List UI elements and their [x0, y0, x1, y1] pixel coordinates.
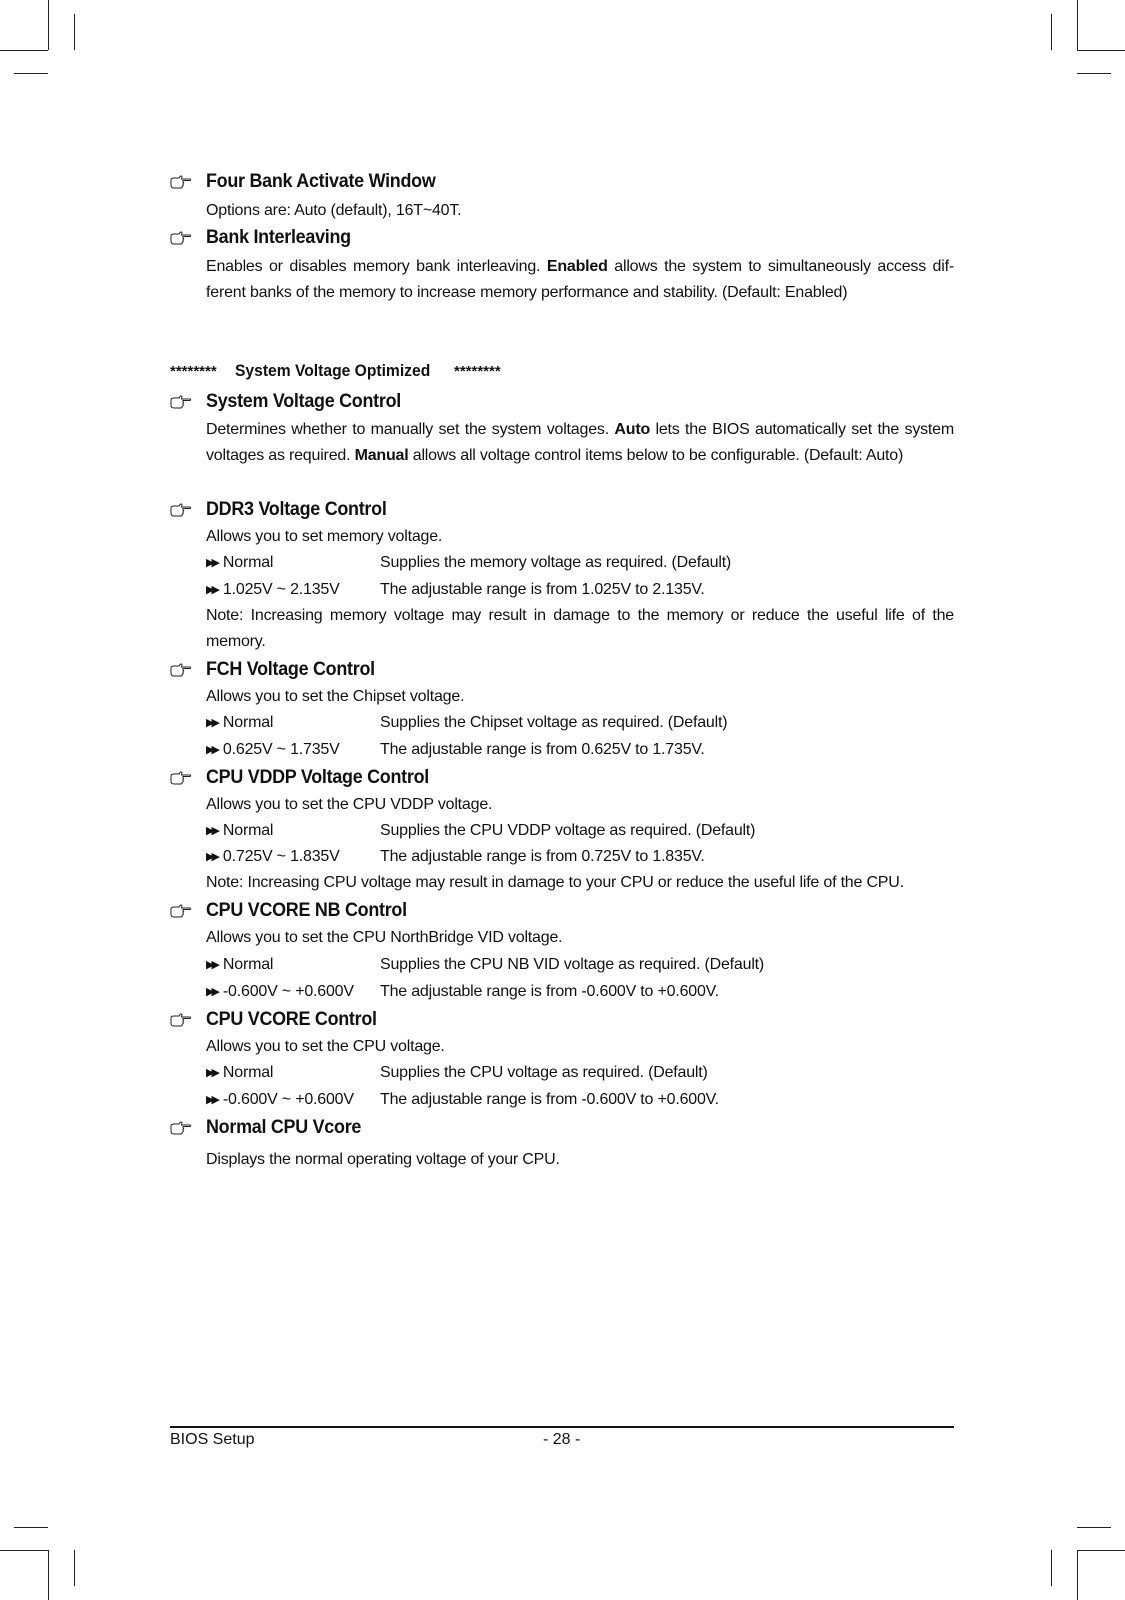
crop-mark — [1051, 1550, 1052, 1586]
crop-mark — [1077, 1550, 1078, 1600]
section-title: CPU VDDP Voltage Control — [206, 766, 429, 788]
footer-rule — [170, 1426, 954, 1428]
pointing-hand-icon — [170, 395, 192, 409]
crop-mark — [48, 0, 49, 50]
group-title: System Voltage Optimized — [235, 361, 431, 380]
double-arrow-icon: ▶▶ — [206, 825, 217, 837]
crop-mark — [1077, 1527, 1111, 1528]
option-description: The adjustable range is from 0.725V to 1.835V. — [380, 848, 705, 865]
option-name: ▶▶ 0.725V ~ 1.835V — [206, 848, 340, 865]
crop-mark — [48, 1550, 49, 1600]
option-name: ▶▶ 1.025V ~ 2.135V — [206, 581, 340, 598]
pointing-hand-icon — [170, 175, 192, 189]
double-arrow-icon: ▶▶ — [206, 851, 217, 863]
section-title: System Voltage Control — [206, 390, 401, 412]
pointing-hand-icon — [170, 1013, 192, 1027]
section-description: Allows you to set the CPU VDDP voltage. — [206, 796, 493, 813]
page-number: - 28 - — [543, 1431, 581, 1448]
option-name: ▶▶ Normal — [206, 714, 274, 731]
option-description: Supplies the CPU NB VID voltage as required. (Default) — [380, 956, 765, 973]
option-name: ▶▶ 0.625V ~ 1.735V — [206, 741, 340, 758]
crop-mark — [74, 14, 75, 50]
double-arrow-icon: ▶▶ — [206, 959, 217, 971]
crop-mark — [14, 1527, 48, 1528]
pointing-hand-icon — [170, 771, 192, 785]
double-arrow-icon: ▶▶ — [206, 1067, 217, 1079]
section-title: FCH Voltage Control — [206, 658, 375, 680]
section-title: CPU VCORE NB Control — [206, 899, 407, 921]
crop-mark — [14, 73, 48, 74]
section-description: Allows you to set the CPU voltage. — [206, 1038, 445, 1055]
double-arrow-icon: ▶▶ — [206, 557, 217, 569]
crop-mark — [1077, 1550, 1125, 1551]
stars-right: ******** — [454, 363, 501, 380]
option-description: The adjustable range is from 0.625V to 1.735V. — [380, 741, 705, 758]
section-title: DDR3 Voltage Control — [206, 498, 387, 520]
double-arrow-icon: ▶▶ — [206, 986, 217, 998]
section-description: Allows you to set the CPU NorthBridge VID voltage. — [206, 929, 563, 946]
double-arrow-icon: ▶▶ — [206, 717, 217, 729]
pointing-hand-icon — [170, 231, 192, 245]
option-name: ▶▶ Normal — [206, 1064, 274, 1081]
crop-mark — [1077, 0, 1078, 50]
option-description: Supplies the memory voltage as required. (Default) — [380, 554, 732, 571]
crop-mark — [74, 1550, 75, 1586]
double-arrow-icon: ▶▶ — [206, 1094, 217, 1106]
option-name: ▶▶ -0.600V ~ +0.600V — [206, 983, 354, 1000]
double-arrow-icon: ▶▶ — [206, 744, 217, 756]
section-title: Bank Interleaving — [206, 226, 351, 248]
crop-mark — [1077, 73, 1111, 74]
section-description: Allows you to set the Chipset voltage. — [206, 688, 465, 705]
option-name: ▶▶ Normal — [206, 822, 274, 839]
option-name: ▶▶ -0.600V ~ +0.600V — [206, 1091, 354, 1108]
option-description: The adjustable range is from -0.600V to +0.600V. — [380, 983, 719, 1000]
section-description: Allows you to set memory voltage. — [206, 528, 443, 545]
footer-title: BIOS Setup — [170, 1431, 255, 1448]
pointing-hand-icon — [170, 904, 192, 918]
double-arrow-icon: ▶▶ — [206, 584, 217, 596]
stars-left: ******** — [170, 363, 217, 380]
crop-mark — [0, 1550, 48, 1551]
section-description: Enables or disables memory bank interleaving. Enabled allows the system to simultaneously access dif-ferent banks of the memory to increase memory performance and stability. (Default: Enabled) — [206, 258, 954, 301]
option-name: ▶▶ Normal — [206, 554, 274, 571]
option-description: Supplies the CPU voltage as required. (Default) — [380, 1064, 708, 1081]
option-name: ▶▶ Normal — [206, 956, 274, 973]
pointing-hand-icon — [170, 1121, 192, 1135]
section-title: Normal CPU Vcore — [206, 1116, 362, 1138]
option-description: Supplies the Chipset voltage as required. (Default) — [380, 714, 728, 731]
crop-mark — [1051, 14, 1052, 50]
pointing-hand-icon — [170, 663, 192, 677]
note: Note: Increasing CPU voltage may result in damage to your CPU or reduce the useful life of the CPU. — [206, 874, 904, 891]
note: Note: Increasing memory voltage may result in damage to the memory or reduce the useful life of the memory. — [206, 607, 954, 650]
section-title: Four Bank Activate Window — [206, 170, 436, 192]
section-description: Displays the normal operating voltage of your CPU. — [206, 1151, 560, 1168]
crop-mark — [1077, 50, 1125, 51]
option-description: The adjustable range is from 1.025V to 2.135V. — [380, 581, 705, 598]
option-description: The adjustable range is from -0.600V to +0.600V. — [380, 1091, 719, 1108]
option-description: Supplies the CPU VDDP voltage as required. (Default) — [380, 822, 756, 839]
section-description: Determines whether to manually set the system voltages. Auto lets the BIOS automatically set the system voltages as required. Manual allows all voltage control items below to be configurable. (Default: Auto) — [206, 421, 955, 464]
crop-mark — [0, 50, 48, 51]
pointing-hand-icon — [170, 503, 192, 517]
section-description: Options are: Auto (default), 16T~40T. — [206, 202, 462, 219]
section-title: CPU VCORE Control — [206, 1008, 377, 1030]
